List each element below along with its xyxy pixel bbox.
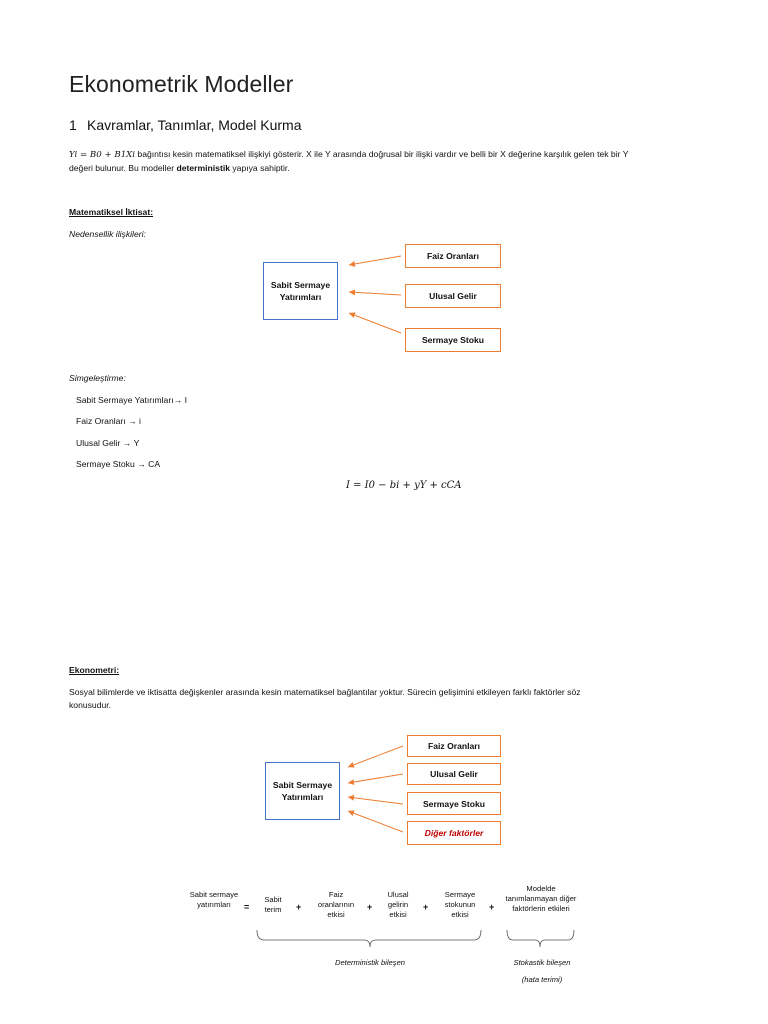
econometrics-text-1: Sosyal bilimlerde ve iktisatta değişkenler arasında kesin matematiksel bağlantılar yoktur. Sürecin gelişimini etkileyen farklı faktörler söz xyxy=(69,687,581,697)
section-number: 1 xyxy=(69,117,77,133)
term-constant: Sabit terim xyxy=(264,895,282,914)
symbolization-heading: Simgeleştirme: xyxy=(69,373,126,383)
arrow-other-2 xyxy=(348,811,403,832)
plus-sign-4: + xyxy=(489,902,495,912)
deterministic-label: Deterministik bileşen xyxy=(334,958,406,967)
deterministic-brace xyxy=(257,930,481,947)
term-capital-effect: Sermaye stokunun etkisi xyxy=(444,890,476,919)
symbol-item-3: Ulusal Gelir → Y xyxy=(76,438,140,448)
stochastic-brace xyxy=(507,930,574,947)
intro-text-2b: deterministik xyxy=(176,162,230,173)
box-national-income: Ulusal Gelir xyxy=(405,284,501,308)
investment-equation: I = I0 − bi + yY + cCA xyxy=(346,480,462,491)
error-term-label: (hata terimi) xyxy=(521,975,563,984)
section-label: Kavramlar, Tanımlar, Model Kurma xyxy=(87,117,302,133)
center-box-investment: Sabit Sermaye Yatırımları xyxy=(263,262,338,320)
intro-text-1: bağıntısı kesin matematiksel ilişkiyi gösterir. X ile Y arasında doğrusal bir ilişki vardır ve belli bir X değerine karşılık gelen tek bir Y xyxy=(135,149,629,159)
arrow-interest-2 xyxy=(348,746,403,767)
box-other-factors: Diğer faktörler xyxy=(407,821,501,845)
intro-formula: Yi = B0 + B1Xi xyxy=(69,150,136,160)
arrow-capital xyxy=(349,313,401,333)
arrow-income xyxy=(349,292,401,295)
term-income-effect: Ulusal gelirin etkisi xyxy=(387,890,409,919)
equals-sign: = xyxy=(244,902,250,912)
page-title: Ekonometrik Modeller xyxy=(69,71,294,97)
intro-text-2a: değeri bulunur. Bu modeller xyxy=(69,162,177,173)
box-interest-rates-2: Faiz Oranları xyxy=(407,735,501,757)
intro-text-2c: yapıya sahiptir. xyxy=(230,162,290,173)
box-national-income-2: Ulusal Gelir xyxy=(407,763,501,785)
arrow-interest xyxy=(349,256,401,265)
box-interest-rates: Faiz Oranları xyxy=(405,244,501,268)
lhs-investment: Sabit sermaye yatırımları xyxy=(189,890,239,909)
math-econ-heading: Matematiksel İktisat: xyxy=(69,207,154,217)
econometrics-text-2: konusudur. xyxy=(69,699,112,710)
math-econ-subheading: Nedensellik ilişkileri: xyxy=(69,229,146,239)
box-capital-stock: Sermaye Stoku xyxy=(405,328,501,352)
symbol-item-2: Faiz Oranları → i xyxy=(76,416,141,426)
econometrics-heading: Ekonometri: xyxy=(69,665,120,675)
arrow-capital-2 xyxy=(348,797,403,804)
box-capital-stock-2: Sermaye Stoku xyxy=(407,792,501,815)
center-box-investment-2: Sabit Sermaye Yatırımları xyxy=(265,762,340,820)
plus-sign-3: + xyxy=(423,902,429,912)
stochastic-label: Stokastik bileşen xyxy=(513,958,571,967)
arrow-income-2 xyxy=(348,774,403,783)
symbol-item-1: Sabit Sermaye Yatırımları→ I xyxy=(76,395,187,405)
term-interest-effect: Faiz oranlarının etkisi xyxy=(317,890,355,919)
term-other-effects: Modelde tanımlanmayan diğer faktörlerin etkileri xyxy=(505,884,577,913)
symbol-item-4: Sermaye Stoku → CA xyxy=(76,459,161,469)
plus-sign-2: + xyxy=(367,902,373,912)
plus-sign-1: + xyxy=(296,902,302,912)
